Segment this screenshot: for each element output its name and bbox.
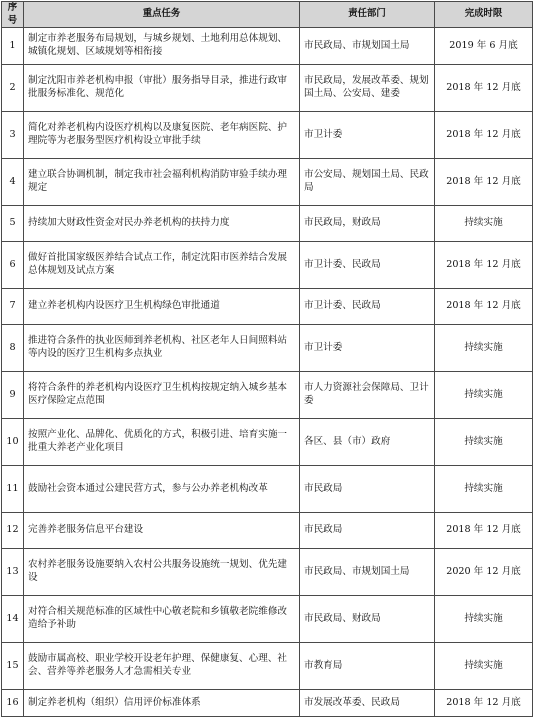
header-seq: 序号	[2, 2, 24, 28]
task-cell: 简化对养老机构内设医疗机构以及康复医院、老年病医院、护理院等为老服务型医疗机构设立审批手续	[24, 112, 300, 159]
task-cell: 推进符合条件的执业医师到养老机构、社区老年人日间照料站等内设的医疗卫生机构多点执业	[24, 325, 300, 372]
table-row	[2, 596, 533, 643]
task-cell: 农村养老服务设施要纳入农村公共服务设施统一规划、优先建设	[24, 549, 300, 596]
table-row	[2, 372, 533, 419]
task-cell: 制定沈阳市养老机构申报（审批）服务指导目录，推进行政审批服务标准化、规范化	[24, 65, 300, 112]
row-number: 5	[2, 206, 24, 242]
table-row	[2, 112, 533, 159]
table-row	[2, 28, 533, 65]
table-row	[2, 65, 533, 112]
task-cell: 按照产业化、品牌化、优质化的方式，积极引进、培育实施一批重大养老产业化项目	[24, 419, 300, 466]
row-number: 16	[2, 690, 24, 717]
task-cell: 建立养老机构内设医疗卫生机构绿色审批通道	[24, 289, 300, 325]
task-cell: 将符合条件的养老机构内设医疗卫生机构按规定纳入城乡基本医疗保险定点范围	[24, 372, 300, 419]
dept-cell: 市民政局	[300, 466, 435, 513]
task-cell: 鼓励社会资本通过公建民营方式，参与公办养老机构改革	[24, 466, 300, 513]
row-number: 15	[2, 643, 24, 690]
row-number: 2	[2, 65, 24, 112]
task-cell: 完善养老服务信息平台建设	[24, 513, 300, 549]
deadline-cell: 持续实施	[435, 372, 533, 419]
row-number: 7	[2, 289, 24, 325]
deadline-cell: 2018 年 12 月底	[435, 289, 533, 325]
table-row	[2, 513, 533, 549]
header-task: 重点任务	[24, 2, 300, 28]
dept-cell: 市教育局	[300, 643, 435, 690]
row-number: 8	[2, 325, 24, 372]
deadline-cell: 2018 年 12 月底	[435, 112, 533, 159]
table-row	[2, 159, 533, 206]
task-cell: 建立联合协调机制，制定我市社会福利机构消防审验手续办理规定	[24, 159, 300, 206]
dept-cell: 市民政局、财政局	[300, 596, 435, 643]
deadline-cell: 持续实施	[435, 466, 533, 513]
deadline-cell: 2018 年 12 月底	[435, 690, 533, 717]
task-cell: 对符合相关规范标准的区域性中心敬老院和乡镇敬老院维修改造给予补助	[24, 596, 300, 643]
dept-cell: 市卫计委	[300, 325, 435, 372]
row-number: 12	[2, 513, 24, 549]
table-row	[2, 206, 533, 242]
table-header-row	[2, 2, 533, 28]
row-number: 6	[2, 242, 24, 289]
deadline-cell: 2018 年 12 月底	[435, 65, 533, 112]
dept-cell: 市发展改革委、民政局	[300, 690, 435, 717]
dept-cell: 市民政局，发展改革委、规划国土局、公安局、建委	[300, 65, 435, 112]
deadline-cell: 2018 年 12 月底	[435, 159, 533, 206]
dept-cell: 市民政局，财政局	[300, 206, 435, 242]
row-number: 11	[2, 466, 24, 513]
task-cell: 制定市养老服务布局规划，与城乡规划、土地利用总体规划、城镇化规划、区域规划等相衔接	[24, 28, 300, 65]
table-row	[2, 242, 533, 289]
task-cell: 鼓励市属高校、职业学校开设老年护理、保健康复、心理、社会、营养等养老服务人才急需相关专业	[24, 643, 300, 690]
dept-cell: 市民政局	[300, 513, 435, 549]
task-cell: 持续加大财政性资金对民办养老机构的扶持力度	[24, 206, 300, 242]
table-row	[2, 289, 533, 325]
header-dept: 责任部门	[300, 2, 435, 28]
row-number: 4	[2, 159, 24, 206]
deadline-cell: 2018 年 12 月底	[435, 513, 533, 549]
key-tasks-table	[1, 1, 533, 717]
dept-cell: 市卫计委	[300, 112, 435, 159]
dept-cell: 市民政局、市规划国土局	[300, 549, 435, 596]
deadline-cell: 2019 年 6 月底	[435, 28, 533, 65]
dept-cell: 市卫计委、民政局	[300, 289, 435, 325]
row-number: 13	[2, 549, 24, 596]
table-row	[2, 643, 533, 690]
deadline-cell: 2020 年 12 月底	[435, 549, 533, 596]
dept-cell: 市公安局、规划国土局、民政局	[300, 159, 435, 206]
table-row	[2, 690, 533, 717]
task-cell: 做好首批国家级医养结合试点工作，制定沈阳市医养结合发展总体规划及试点方案	[24, 242, 300, 289]
header-deadline: 完成时限	[435, 2, 533, 28]
deadline-cell: 持续实施	[435, 643, 533, 690]
dept-cell: 市卫计委、民政局	[300, 242, 435, 289]
dept-cell: 各区、县（市）政府	[300, 419, 435, 466]
deadline-cell: 2018 年 12 月底	[435, 242, 533, 289]
row-number: 10	[2, 419, 24, 466]
table-row	[2, 419, 533, 466]
dept-cell: 市民政局、市规划国土局	[300, 28, 435, 65]
row-number: 14	[2, 596, 24, 643]
deadline-cell: 持续实施	[435, 596, 533, 643]
deadline-cell: 持续实施	[435, 325, 533, 372]
table-row	[2, 325, 533, 372]
deadline-cell: 持续实施	[435, 206, 533, 242]
dept-cell: 市人力资源社会保障局、卫计委	[300, 372, 435, 419]
row-number: 1	[2, 28, 24, 65]
table-row	[2, 549, 533, 596]
table-row	[2, 466, 533, 513]
row-number: 3	[2, 112, 24, 159]
deadline-cell: 持续实施	[435, 419, 533, 466]
task-cell: 制定养老机构（组织）信用评价标准体系	[24, 690, 300, 717]
row-number: 9	[2, 372, 24, 419]
